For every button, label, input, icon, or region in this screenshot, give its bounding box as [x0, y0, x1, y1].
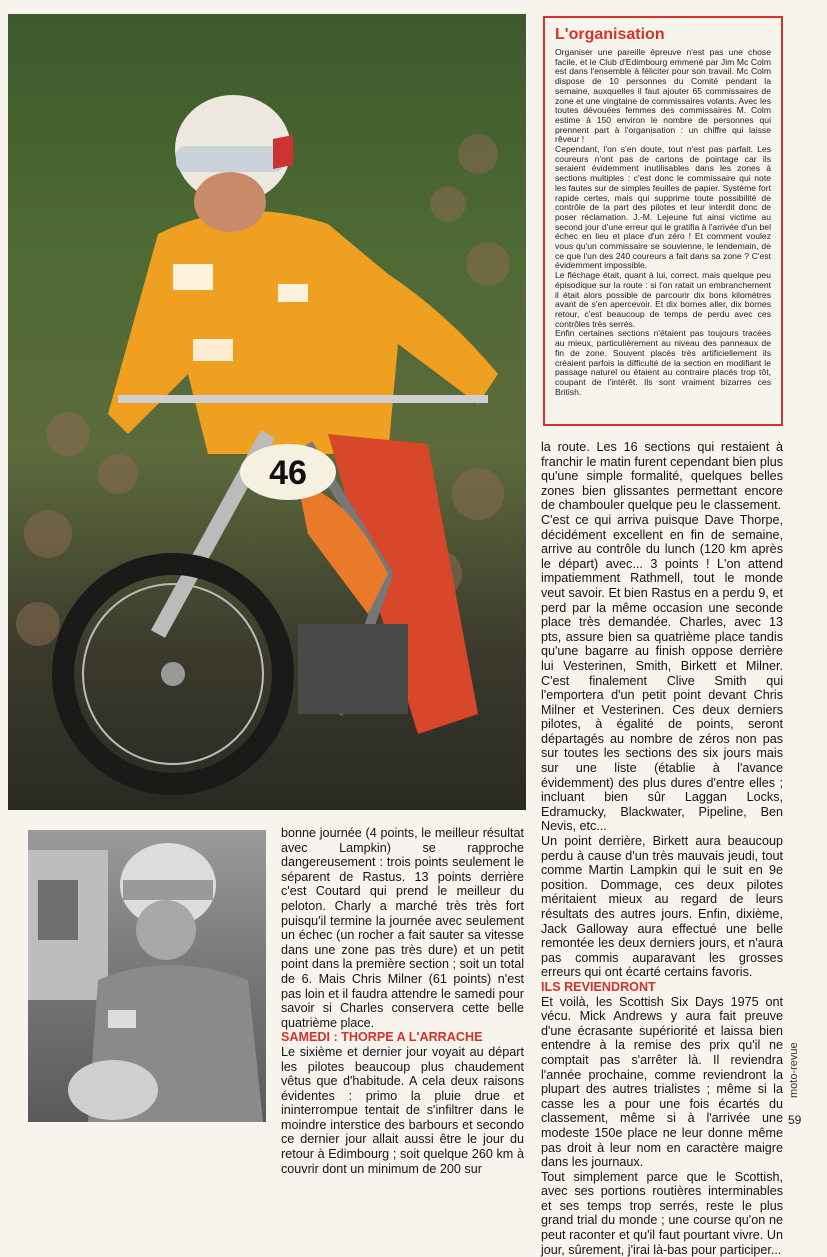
organisation-paragraph: Enfin certaines sections n'étaient pas toujours tracées au mieux, particulièrement au niveau des panneaux de fin de zone. Souvent placés très artificiellement ils créaient parfois la difficulté de la section en modifiant le passage naturel ou étaient au contraire placés trop tôt, coupant de l'intérêt. Ils sont vraiment bizarres ces British.	[555, 328, 771, 397]
article-paragraph: Et voilà, les Scottish Six Days 1975 ont vécu. Mick Andrews y aura fait preuve d'une écrasante supériorité et laissa bien entendre à la remise des prix qu'il ne comptait pas s'arrêter là. Il reviendra l'année prochaine, comme reviendront la plupart des autres trialistes ; même si la casse les a pour une fois écartés du classement, même si à l'arrivée une modeste 150e place ne leur donne même pas droit à leur nom en caractère maigre dans les journaux.	[541, 994, 783, 1170]
magazine-name: moto-revue	[788, 1042, 800, 1098]
organisation-body	[555, 48, 771, 397]
article-paragraph: Le sixième et dernier jour voyait au départ les pilotes beaucoup plus chaudement vêtus que d'habitude. A cela deux raisons évidentes : primo la pluie drue et ininterrompue tentait de s'infiltrer dans le moindre interstice des barbours et secondo ce dernier jour allait aussi être le jour du retour à Edimbourg ; soit quelque 260 km à couvrir dont un minimum de 200 sur	[281, 1044, 524, 1176]
rider-portrait-photo	[28, 830, 266, 1122]
article-paragraph: bonne journée (4 points, le meilleur résultat avec Lampkin) se rapproche dangereusement : trois points seulement le séparent de Rastus. 13 points derrière c'est Coutard qui prend le meilleur du peloton. Charly a marché très très fort puisqu'il termine la journée avec seulement un échec (un rocher a fait sauter sa vitesse dans une zone pas très dure) et un petit point dans la première section ; soit un total de 6. Mais Chris Milner (61 points) n'est pas loin et il faudra attendre le samedi pour savoir si Charles conservera cette belle quatrième place.	[281, 826, 524, 1030]
section-heading: SAMEDI : THORPE A L'ARRACHE	[281, 1030, 483, 1045]
article-paragraph: Tout simplement parce que le Scottish, avec ses portions routières interminables et ses temps trop serrés, reste le plus grand trial du monde ; une course qu'on ne peut raconter et qu'il faut pourtant vivre. Un jour, sûrement, j'irai là-bas pour participer...	[541, 1169, 783, 1257]
right-column	[541, 440, 783, 1257]
middle-column	[281, 826, 524, 1176]
organisation-title: L'organisation	[555, 26, 665, 43]
number-plate: 46	[269, 454, 307, 492]
portrait-illustration	[28, 830, 266, 1122]
article-paragraph: Un point derrière, Birkett aura beaucoup perdu à cause d'un très mauvais jeudi, tout comme Martin Lampkin qui le suit en 9e position. Dommage, ces deux pilotes méritaient mieux au regard de leurs résultats des autres jours. Enfin, dixième, Jack Galloway aura effectué une belle remontée les deux derniers jours, et n'aura pas commis auparavant les grosses erreurs qui ont écarté certains favoris.	[541, 834, 783, 980]
organisation-paragraph: Cependant, l'on s'en doute, tout n'est pas parfait. Les coureurs n'ont pas de cartons de pointage car ils seraient évidemment inutilisables dans les zones à sections multiples : c'est donc le commissaire qui note les fautes sur de simples feuilles de papier. Système fort rapide certes, mais qui supprime toute possibilité de contrôle de la part des pilotes et leur interdit donc de poser réclamation. J.-M. Lejeune fut ainsi victime au second jour d'une erreur qui le gratifia à l'arrivée d'un bel échec en lieu et place d'un zéro ! Et comment voulez vous qu'un commissaire se souvienne, le lendemain, de ce que l'un des 240 coureurs a fait dans sa zone ? C'est évidemment impossible.	[555, 144, 771, 271]
rider-illustration	[8, 14, 526, 810]
organisation-paragraph: Le fléchage était, quant à lui, correct, mais quelque peu épisodique sur la route : si l'on ratait un embranchement il était alors possible de parcourir dix bons kilomètres avant de s'en apercevoir. Et dix bornes aller, dix bornes retour, c'est beaucoup de temps de perdu avec ces contrôles très serrés.	[555, 270, 771, 329]
article-paragraph: la route. Les 16 sections qui restaient à franchir le matin furent cependant bien plus qu'une simple formalité, quelques belles zones bien glissantes permettant encore de chambouler quelque peu le classement.	[541, 440, 783, 513]
organisation-box	[543, 16, 783, 426]
article-paragraph: C'est ce qui arriva puisque Dave Thorpe, décidément excellent en fin de semaine, arrive au contrôle du lunch (120 km après le départ) avec... 3 points ! L'on attend impatiemment Rathmell, tout le monde veut savoir. Et bien Rastus en a perdu 9, et perd par la même occasion une seconde place très demandée. Charles, avec 13 pts, assure bien sa quatrième place tandis qu'une bagarre au finish oppose derrière lui Vesterinen, Smith, Birkett et Milner. C'est finalement Clive Smith qui l'emportera d'un petit point devant Chris Milner et Vesterinen. Ces deux derniers pilotes, à égalité de points, seront départagés au nombre de zéros non pas sur toutes les sections des six jours mais sur une liste (établie à l'avance évidemment) des plus dures d'entre elles ; incluant bien sûr Laggan Locks, Edramucky, Blackwater, Pipeline, Ben Nevis, etc...	[541, 512, 783, 834]
organisation-paragraph: Organiser une pareille épreuve n'est pas une chose facile, et le Club d'Edimbourg emmené par Jim Mc Colm est dans l'ensemble à féliciter pour son travail. Mc Colm dispose de 10 personnes du Comité pendant la semaine, auxquelles il faut ajouter 65 commissaires de zone et une vingtaine de commissaires volants. Avec les toutes dévouées femmes des commissaires M. Colm estime à 150 environ le nombre de personnes qui prennent part à l'organisation : un chiffre qui laisse rêveur !	[555, 47, 771, 145]
rider-photo	[8, 14, 526, 810]
page-number: 59	[788, 1113, 802, 1127]
section-heading: ILS REVIENDRONT	[541, 979, 656, 994]
